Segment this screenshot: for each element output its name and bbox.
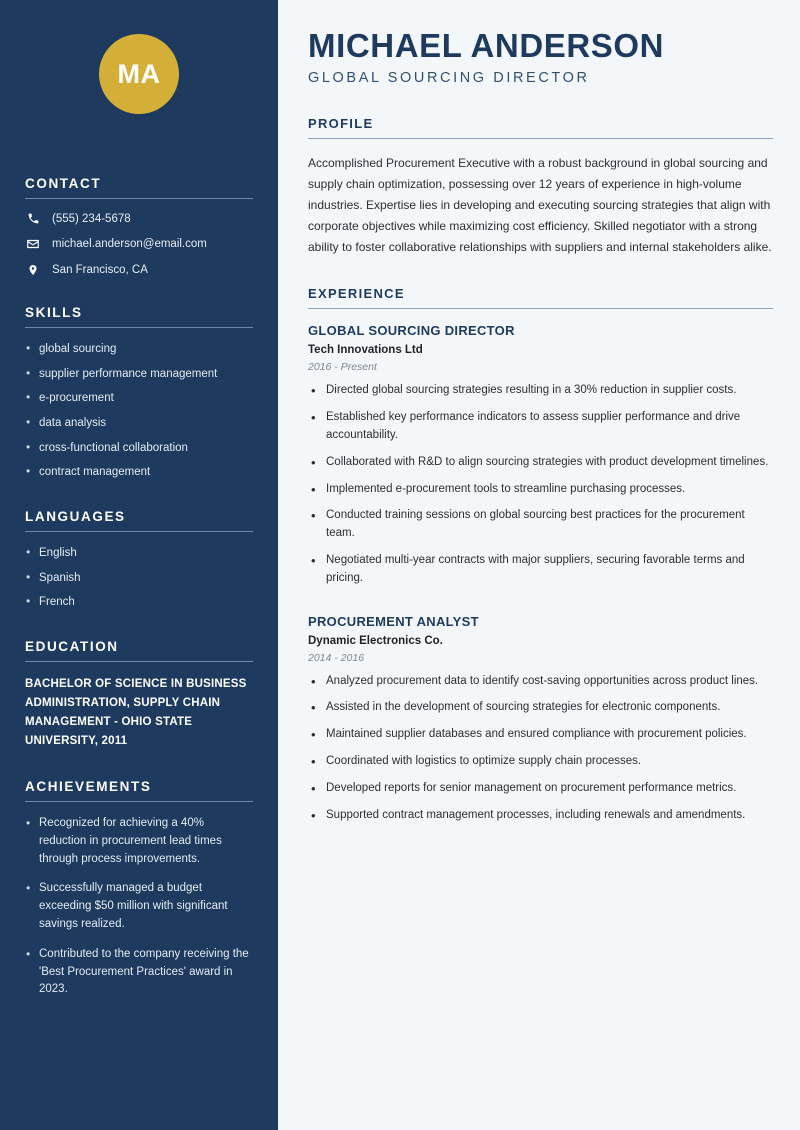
languages-section — [25, 509, 253, 611]
list-item: • data analysis — [25, 415, 253, 432]
experience-entry — [308, 614, 773, 825]
location-pin-icon — [25, 263, 41, 277]
skills-list — [25, 341, 253, 481]
languages-heading: LANGUAGES — [25, 509, 126, 525]
achievements-section — [25, 779, 253, 999]
experience-heading: EXPERIENCE — [308, 286, 405, 302]
list-item: • English — [25, 545, 253, 562]
list-item: • Assisted in the development of sourcing strategies for electronic components. — [308, 699, 773, 717]
list-item: • Maintained supplier databases and ensured compliance with procurement policies. — [308, 726, 773, 744]
list-item: • supplier performance management — [25, 366, 253, 383]
sidebar — [0, 0, 278, 1130]
list-item: • Collaborated with R&D to align sourcing strategies with product development timelines. — [308, 454, 773, 472]
list-item: • Negotiated multi-year contracts with major suppliers, securing favorable terms and pricing. — [308, 552, 773, 588]
education-divider — [25, 661, 253, 662]
job-company: Dynamic Electronics Co. — [308, 634, 443, 647]
profile-text: Accomplished Procurement Executive with a robust background in global sourcing and supply chain optimization, possessing over 12 years of experience in high-volume industries. Expertise lies in developing and executing sourcing strategies that align with corporate objectives while maximizing cost efficiency. Skilled negotiator with a strong ability to foster collaborative relationships with suppliers and internal stakeholders alike. — [308, 156, 772, 255]
contact-location-value: San Francisco, CA — [52, 264, 148, 276]
job-dates: 2016 - Present — [308, 361, 377, 374]
contact-phone-value: (555) 234-5678 — [52, 212, 131, 225]
profile-section — [308, 116, 773, 258]
email-icon — [25, 237, 41, 251]
list-item: • Recognized for achieving a 40% reduction in procurement lead times through process improvements. — [25, 815, 253, 868]
list-item: • e-procurement — [25, 390, 253, 407]
experience-entry — [308, 323, 773, 587]
list-item: • Developed reports for senior management on procurement performance metrics. — [308, 780, 773, 798]
contact-email-row[interactable] — [25, 237, 253, 251]
education-entry: BACHELOR OF SCIENCE IN BUSINESS ADMINISTRATION, SUPPLY CHAIN MANAGEMENT - OHIO STATE UNIVERSITY, 2011 — [25, 678, 247, 747]
experience-spacer — [308, 604, 773, 614]
languages-list — [25, 545, 253, 611]
contact-section — [25, 176, 253, 277]
headline: GLOBAL SOURCING DIRECTOR — [308, 70, 590, 87]
skills-divider — [25, 327, 253, 328]
job-bullet-list — [308, 673, 773, 825]
contact-phone-row[interactable] — [25, 212, 253, 225]
job-bullet-list — [308, 382, 773, 587]
profile-divider — [308, 138, 773, 139]
list-item: • Directed global sourcing strategies resulting in a 30% reduction in supplier costs. — [308, 382, 773, 400]
job-dates: 2014 - 2016 — [308, 651, 365, 664]
education-heading: EDUCATION — [25, 639, 119, 655]
list-item: • contract management — [25, 464, 253, 481]
list-item: • Spanish — [25, 570, 253, 587]
list-item: • Coordinated with logistics to optimize supply chain processes. — [308, 753, 773, 771]
avatar-wrapper — [25, 34, 253, 114]
contact-email-value: michael.anderson@email.com — [52, 238, 207, 250]
list-item: • Successfully managed a budget exceeding $50 million with significant savings realized. — [25, 880, 253, 933]
contact-heading: CONTACT — [25, 176, 102, 191]
skills-heading: SKILLS — [25, 305, 83, 320]
achievements-divider — [25, 801, 253, 802]
list-item: • cross-functional collaboration — [25, 440, 253, 457]
list-item: • Contributed to the company receiving the 'Best Procurement Practices' award in 2023. — [25, 946, 253, 999]
education-section — [25, 639, 253, 751]
job-title: PROCUREMENT ANALYST — [308, 613, 479, 629]
skills-section — [25, 305, 253, 481]
avatar: MA — [99, 34, 179, 114]
list-item: • French — [25, 594, 253, 611]
job-title: GLOBAL SOURCING DIRECTOR — [308, 323, 515, 339]
job-company: Tech Innovations Ltd — [308, 344, 423, 357]
achievements-list — [25, 815, 253, 999]
list-item: • Established key performance indicators to assess supplier performance and drive accountability. — [308, 409, 773, 445]
page-title: MICHAEL ANDERSON — [308, 27, 665, 64]
list-item: • Supported contract management processes, including renewals and amendments. — [308, 807, 773, 825]
list-item: • Analyzed procurement data to identify cost-saving opportunities across product lines. — [308, 673, 773, 691]
contact-location-row[interactable] — [25, 263, 253, 277]
experience-divider — [308, 308, 773, 309]
phone-icon — [25, 212, 41, 225]
main-content — [278, 0, 800, 1130]
languages-divider — [25, 531, 253, 532]
experience-section — [308, 286, 773, 824]
list-item: • Conducted training sessions on global sourcing best practices for the procurement team. — [308, 507, 773, 543]
list-item: • global sourcing — [25, 341, 253, 358]
contact-divider — [25, 198, 253, 199]
profile-heading: PROFILE — [308, 116, 374, 132]
list-item: • Implemented e-procurement tools to streamline purchasing processes. — [308, 481, 773, 499]
achievements-heading: ACHIEVEMENTS — [25, 778, 152, 794]
